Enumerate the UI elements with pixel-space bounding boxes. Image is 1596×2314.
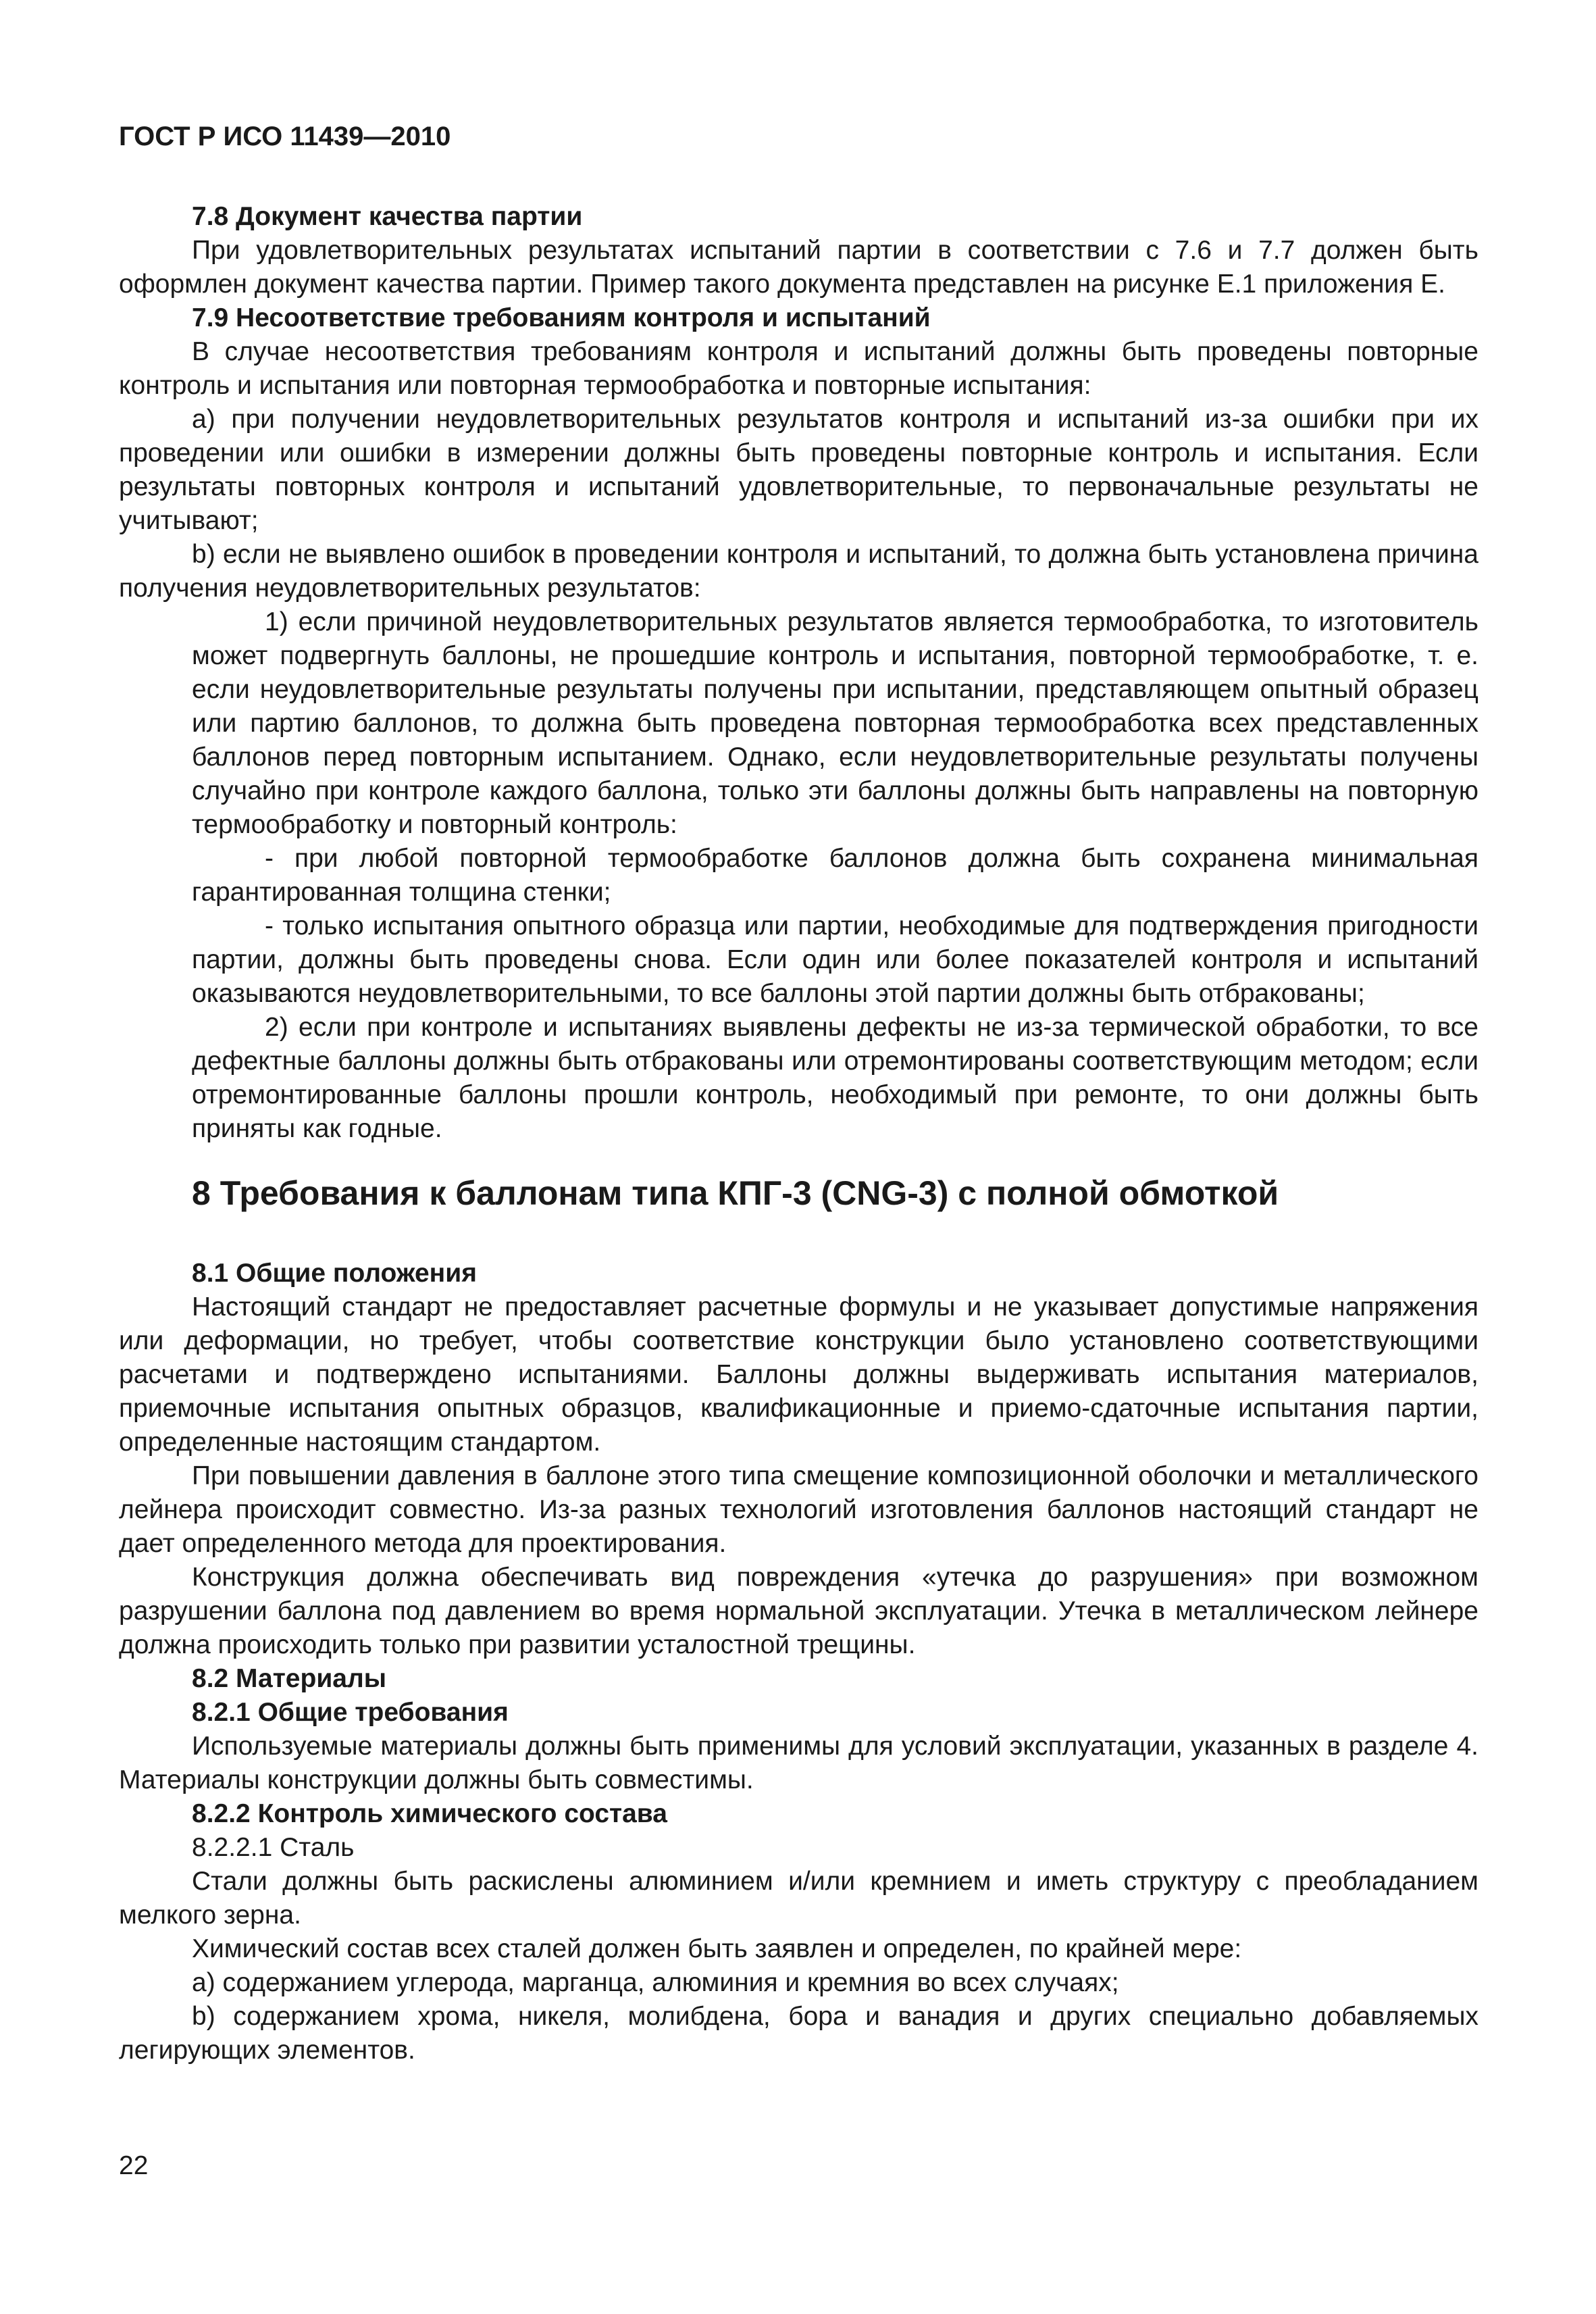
subsection-label-8-2-2-1: 8.2.2.1 Сталь — [192, 1833, 355, 1862]
section-heading-8-2: 8.2 Материалы — [192, 1664, 387, 1693]
section-heading-8-2-1: 8.2.1 Общие требования — [192, 1698, 509, 1727]
section-title-8: 8 Требования к баллонам типа КПГ-3 (CNG-3) с полной обмоткой — [192, 1174, 1279, 1212]
list-item-a: а) при получении неудовлетворительных результатов контроля и испытаний из-за ошибки при их проведении или ошибки в измерении должны быть проведены повторные контроль и испытания. Если результаты повторных контроля и испытаний удовлетворительные, то первоначальные результаты не учитывают; — [119, 405, 1478, 535]
paragraph: При повышении давления в баллоне этого типа смещение композиционной оболочки и металлического лейнера происходит совместно. Из-за разных технологий изготовления баллонов настоящий стандарт не дает определенного метода для проектирования. — [119, 1461, 1478, 1558]
paragraph: Используемые материалы должны быть применимы для условий эксплуатации, указанных в разделе 4. Материалы конструкции должны быть совместимы. — [119, 1732, 1478, 1794]
list-item-2: 2) если при контроле и испытаниях выявлены дефекты не из-за термической обработки, то все дефектные баллоны должны быть отбракованы или отремонтированы соответствующим методом; если отремонтированные баллоны прошли контроль, необходимый при ремонте, то они должны быть приняты как годные. — [192, 1013, 1478, 1143]
paragraph: При удовлетворительных результатах испытаний партии в соответствии с 7.6 и 7.7 должен быть оформлен документ качества партии. Пример такого документа представлен на рисунке Е.1 приложения Е. — [119, 236, 1478, 299]
paragraph: Химический состав всех сталей должен быть заявлен и определен, по крайней мере: — [192, 1934, 1242, 1963]
document-header: ГОСТ Р ИСО 11439—2010 — [119, 122, 451, 151]
section-heading-7-9: 7.9 Несоответствие требованиям контроля и испытаний — [192, 303, 931, 332]
paragraph: Настоящий стандарт не предоставляет расчетные формулы и не указывает допустимые напряжения или деформации, но требует, чтобы соответствие конструкции было установлено соответствующими расчетами и подтверждено испытаниями. Баллоны должны выдерживать испытания материалов, приемочные испытания опытных образцов, квалификационные и приемо-сдаточные испытания партии, определенные настоящим стандартом. — [119, 1292, 1478, 1457]
list-item-1: 1) если причиной неудовлетворительных результатов является термообработка, то изготовитель может подвергнуть баллоны, не прошедшие контроль и испытания, повторной термообработке, т. е. если неудовлетворительные результаты получены при испытании, представляющем опытный образец или партию баллонов, то должна быть проведена повторная термообработка всех представленных баллонов перед повторным испытанием. Однако, если неудовлетворительные результаты получены случайно при контроле каждого баллона, только эти баллоны должны быть направлены на повторную термообработку и повторный контроль: — [192, 607, 1478, 839]
page-number: 22 — [119, 2151, 149, 2180]
section-heading-8-2-2: 8.2.2 Контроль химического состава — [192, 1799, 667, 1828]
paragraph: Конструкция должна обеспечивать вид повреждения «утечка до разрушения» при возможном разрушении баллона под давлением во время нормальной эксплуатации. Утечка в металлическом лейнере должна происходить только при развитии усталостной трещины. — [119, 1563, 1478, 1659]
list-item-a: а) содержанием углерода, марганца, алюминия и кремния во всех случаях; — [192, 1968, 1119, 1997]
list-item-b: b) содержанием хрома, никеля, молибдена, бора и ванадия и других специально добавляемых легирующих элементов. — [119, 2002, 1478, 2065]
paragraph: В случае несоответствия требованиям контроля и испытаний должны быть проведены повторные контроль и испытания или повторная термообработка и повторные испытания: — [119, 337, 1478, 400]
section-heading-8-1: 8.1 Общие положения — [192, 1259, 477, 1288]
dash-item-1: - при любой повторной термообработке баллонов должна быть сохранена минимальная гарантированная толщина стенки; — [192, 844, 1478, 907]
document-body — [119, 200, 1478, 2067]
dash-item-2: - только испытания опытного образца или партии, необходимые для подтверждения пригодности партии, должны быть проведены снова. Если один или более показателей контроля и испытаний оказываются неудовлетворительными, то все баллоны этой партии должны быть отбракованы; — [192, 911, 1478, 1008]
section-heading-7-8: 7.8 Документ качества партии — [192, 202, 583, 231]
list-item-b: b) если не выявлено ошибок в проведении контроля и испытаний, то должна быть установлена причина получения неудовлетворительных результатов: — [119, 540, 1478, 603]
paragraph: Стали должны быть раскислены алюминием и/или кремнием и иметь структуру с преобладанием мелкого зерна. — [119, 1867, 1478, 1930]
